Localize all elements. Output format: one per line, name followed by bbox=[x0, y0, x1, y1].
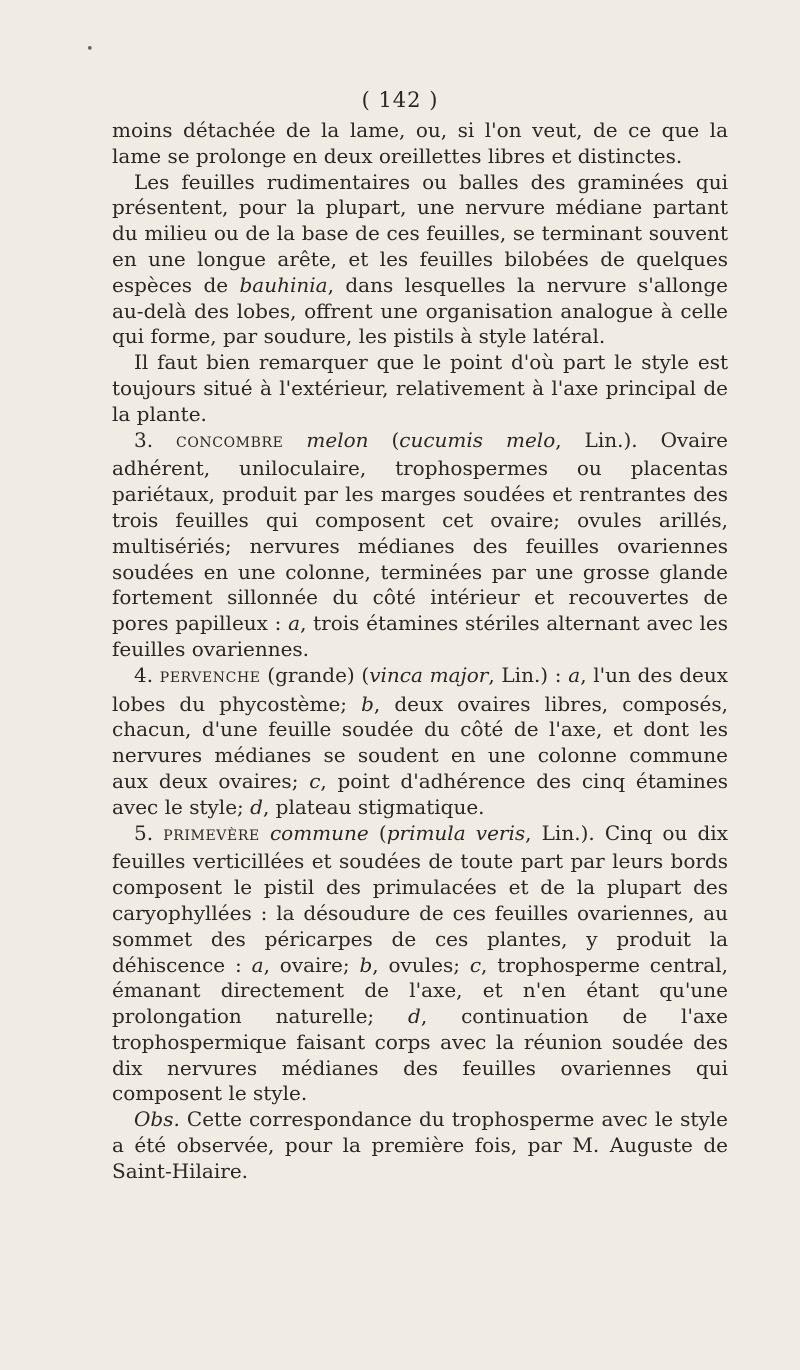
italic-letter: a bbox=[251, 952, 264, 977]
text-run: , plateau stigmatique. bbox=[262, 794, 485, 819]
italic-term: commune bbox=[259, 820, 369, 845]
italic-term: cucumis melo bbox=[399, 427, 556, 452]
italic-term: bauhinia bbox=[239, 272, 328, 297]
italic-letter: a bbox=[568, 662, 581, 687]
text-run: , ovaire; bbox=[263, 952, 360, 977]
text-run: , trophosperme central, émanant directement de l'axe, et n'en étant qu'une prolongation naturelle; bbox=[112, 952, 728, 1029]
paragraph-remark bbox=[112, 350, 728, 427]
text-run: Les feuilles rudimentaires ou balles des graminées qui présentent, pour la plupart, une nervure médiane partant du milieu ou de la base de ces feuilles, se terminant souvent en une longue arête, et les feuilles bilobées de quelques espèces de bbox=[112, 169, 728, 297]
text-run: , trois étamines stériles alternant avec les feuilles ovariennes. bbox=[112, 611, 729, 661]
italic-term: Obs. bbox=[134, 1107, 180, 1132]
page-number: ( 142 ) bbox=[361, 88, 439, 112]
page-body bbox=[112, 118, 728, 1185]
item-number: 4. bbox=[134, 662, 160, 687]
text-run: (grande) ( bbox=[260, 662, 370, 687]
paragraph-graminees bbox=[112, 170, 728, 351]
small-caps-term: PRIMEVÈRE bbox=[163, 827, 260, 844]
text-run: , deux ovaires libres, composés, chacun, d'une feuille soudée du côté de l'axe, et dont les nervures médianes se soudent en une colonne commune aux deux ovaires; bbox=[112, 691, 728, 793]
italic-letter: d bbox=[250, 794, 263, 819]
text-run: , continuation de l'axe trophospermique faisant corps avec la réunion soudée des dix nervures médianes des feuilles ovariennes qui composent le style. bbox=[112, 1004, 728, 1106]
italic-term: primula veris bbox=[386, 820, 526, 845]
text-run: , Lin.). Ovaire adhérent, uniloculaire, trophospermes ou placentas pariétaux, produit par les marges soudées et rentrantes des trois feuilles qui composent cet ovaire; ovules arillés, multisériés; nervures médianes des feuilles ovariennes soudées en une colonne, terminées par une grosse glande fortement sillonnée du côté intérieur et recouvertes de pores papilleux : bbox=[112, 427, 728, 636]
text-run: ( bbox=[368, 820, 387, 845]
text-run: , ovules; bbox=[372, 952, 470, 977]
text-run: , Lin.). Cinq ou dix feuilles verticillées et soudées de toute part par leurs bords composent le pistil des primulacées et de la plupart des caryophyllées : la désoudure de ces feuilles ovariennes, au sommet des péricarpes de ces plantes, y produit la déhiscence : bbox=[112, 820, 728, 977]
italic-letter: b bbox=[359, 952, 373, 977]
italic-letter: c bbox=[309, 768, 321, 793]
paragraph-item-5 bbox=[112, 821, 728, 1108]
item-number: 5. bbox=[134, 820, 164, 845]
italic-letter: d bbox=[408, 1004, 421, 1029]
paragraph-continuation bbox=[112, 118, 728, 170]
text-run: , l'un des deux lobes du phycostème; bbox=[112, 662, 729, 716]
corner-mark: • bbox=[86, 42, 94, 57]
text-run: , point d'adhérence des cinq étamines avec le style; bbox=[112, 768, 729, 819]
paragraph-item-4 bbox=[112, 663, 728, 821]
text-run: Cette correspondance du trophosperme avec le style a été observée, pour la première fois, par M. Auguste de Saint-Hilaire. bbox=[112, 1107, 728, 1183]
text-run: ( bbox=[368, 427, 400, 452]
paragraph-observation bbox=[112, 1107, 728, 1184]
text-run: Il faut bien remarquer que le point d'où part le style est toujours situé à l'extérieur, relativement à l'axe principal de la plante. bbox=[112, 350, 728, 426]
italic-letter: c bbox=[469, 952, 482, 977]
small-caps-term: PERVENCHE bbox=[159, 669, 261, 686]
italic-letter: a bbox=[288, 611, 301, 636]
italic-term: melon bbox=[283, 427, 369, 452]
text-run: , dans lesquelles la nervure s'allonge au-delà des lobes, offrent une organisation analogue à celle qui forme, par soudure, les pistils à style latéral. bbox=[112, 272, 728, 349]
text-run: , Lin.) : bbox=[488, 662, 569, 687]
item-number: 3. bbox=[134, 427, 177, 452]
italic-letter: b bbox=[361, 691, 374, 716]
paragraph-item-3 bbox=[112, 428, 728, 663]
text-run: moins détachée de la lame, ou, si l'on veut, de ce que la lame se prolonge en deux oreillettes libres et distinctes. bbox=[112, 118, 728, 168]
small-caps-term: CONCOMBRE bbox=[176, 434, 284, 451]
italic-term: vinca major bbox=[369, 662, 489, 687]
